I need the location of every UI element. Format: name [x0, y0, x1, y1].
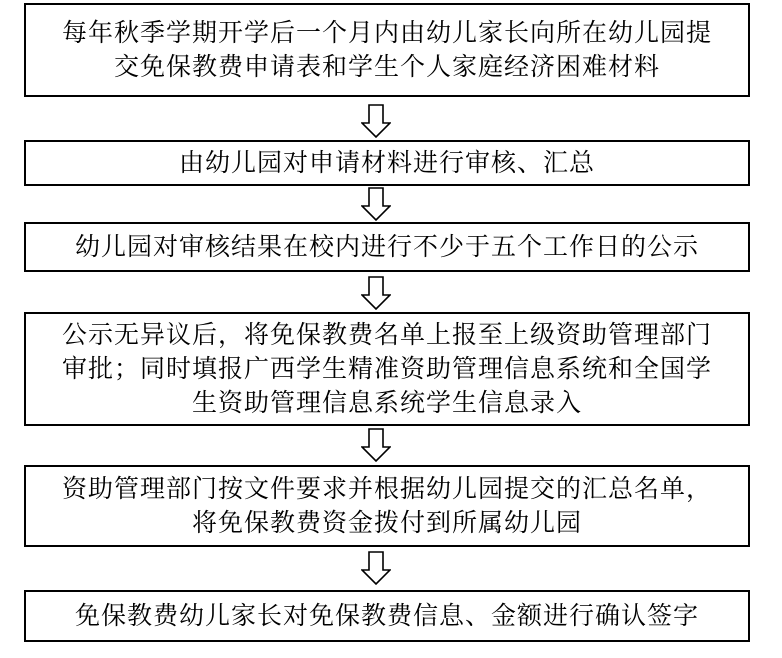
step-5-line-2: 将免保教费资金拨付到所属幼儿园 — [191, 508, 582, 537]
step-1-line-1: 每年秋季学期开学后一个月内由幼儿家长向所在幼儿园提 — [61, 18, 712, 47]
step-3-text — [75, 230, 699, 264]
step-4-line-1: 公示无异议后，将免保教费名单上报至上级资助管理部门 — [61, 320, 712, 349]
down-arrow-icon — [361, 428, 391, 462]
down-arrow-icon — [361, 104, 391, 138]
step-4-box — [24, 312, 750, 426]
step-4-line-2: 审批；同时填报广西学生精准资助管理信息系统和全国学 — [61, 354, 712, 383]
down-arrow-icon — [361, 551, 391, 585]
step-1-line-2: 交免保教费申请表和学生个人家庭经济困难材料 — [113, 52, 660, 81]
step-1-box — [24, 3, 750, 97]
step-3-box — [24, 222, 750, 272]
step-6-text — [75, 599, 699, 633]
step-6-line-1: 免保教费幼儿家长对免保教费信息、金额进行确认签字 — [74, 601, 699, 630]
step-5-line-1: 资助管理部门按文件要求并根据幼儿园提交的汇总名单， — [61, 474, 712, 503]
step-5-text — [62, 472, 712, 540]
step-2-text — [179, 146, 595, 180]
step-5-box — [24, 465, 750, 547]
step-2-line-1: 由幼儿园对申请材料进行审核、汇总 — [178, 148, 595, 177]
step-3-line-1: 幼儿园对审核结果在校内进行不少于五个工作日的公示 — [74, 232, 699, 261]
step-4-line-3: 生资助管理信息系统学生信息录入 — [191, 388, 582, 417]
down-arrow-icon — [361, 187, 391, 221]
step-1-text — [62, 16, 712, 84]
step-2-box — [24, 140, 750, 186]
step-4-text — [62, 318, 712, 420]
down-arrow-icon — [361, 276, 391, 310]
step-6-box — [24, 590, 750, 642]
